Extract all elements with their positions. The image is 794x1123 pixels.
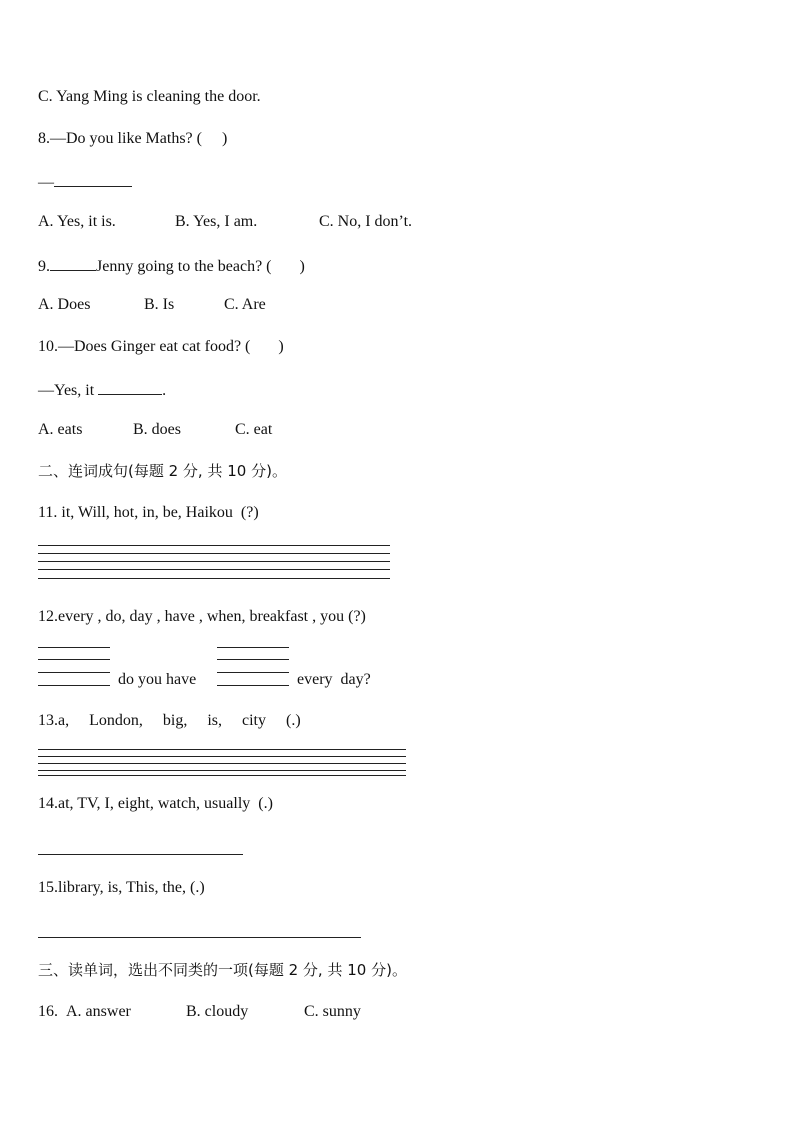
q12-end-text: every day? (297, 671, 371, 688)
q9-number: 9. (38, 258, 50, 275)
q10-answer-end: . (162, 382, 167, 399)
q12-middle-text: do you have (118, 671, 197, 688)
q10-answer-blank (98, 378, 162, 395)
q9-question-line (38, 254, 305, 277)
q9-question: Jenny going to the beach? ( ) (96, 258, 305, 275)
q11-answer-line-5 (38, 578, 390, 579)
q16-option-c: C. sunny (304, 1003, 361, 1020)
q8-answer-prefix: — (38, 174, 54, 191)
q13-answer-line-1 (38, 749, 406, 750)
q13-answer-line-2 (38, 756, 406, 757)
q8-option-b: B. Yes, I am. (175, 213, 258, 230)
section-2-heading: 二、连词成句(每题 2 分, 共 10 分)。 (38, 462, 287, 480)
q10-answer: —Yes, it (38, 382, 95, 399)
q9-option-a: A. Does (38, 296, 91, 313)
q16-option-a: A. answer (66, 1003, 131, 1020)
q12-blank-1-line-2 (38, 659, 110, 660)
q10-option-a: A. eats (38, 421, 83, 438)
q8-option-a: A. Yes, it is. (38, 213, 116, 230)
q8-option-c: C. No, I don’t. (319, 213, 413, 230)
q11-answer-line-4 (38, 569, 390, 570)
q11-words: 11. it, Will, hot, in, be, Haikou (?) (38, 504, 259, 521)
q13-words: 13.a, London, big, is, city (.) (38, 712, 301, 729)
q12-blank-2-line-4 (217, 685, 289, 686)
q11-answer-line-1 (38, 545, 390, 546)
q12-words: 12.every , do, day , have , when, breakfast , you (?) (38, 608, 366, 625)
q9-blank (50, 254, 96, 271)
q13-answer-line-5 (38, 775, 406, 776)
q14-answer-line (38, 854, 243, 855)
q12-blank-2-line-1 (217, 647, 289, 648)
q13-answer-line-4 (38, 770, 406, 771)
q15-words: 15.library, is, This, the, (.) (38, 879, 205, 896)
q10-option-c: C. eat (235, 421, 273, 438)
q12-blank-2-line-3 (217, 672, 289, 673)
q14-words: 14.at, TV, I, eight, watch, usually (.) (38, 795, 273, 812)
q12-blank-1-line-4 (38, 685, 110, 686)
q12-blank-1-line-1 (38, 647, 110, 648)
q15-answer-line (38, 937, 361, 938)
q11-answer-line-3 (38, 561, 390, 562)
q8-answer-blank (54, 170, 132, 187)
q7-option-c: C. Yang Ming is cleaning the door. (38, 88, 261, 105)
q12-blank-1-line-3 (38, 672, 110, 673)
q8-answer-line (38, 170, 132, 193)
q9-option-b: B. Is (144, 296, 175, 313)
q12-blank-2-line-2 (217, 659, 289, 660)
section-3-heading: 三、读单词，选出不同类的一项(每题 2 分, 共 10 分)。 (38, 961, 407, 979)
q11-answer-line-2 (38, 553, 390, 554)
q8-question: 8.—Do you like Maths? ( ) (38, 130, 228, 147)
q16-option-b: B. cloudy (186, 1003, 249, 1020)
q10-question: 10.—Does Ginger eat cat food? ( ) (38, 338, 284, 355)
q16-number: 16. (38, 1003, 58, 1020)
q9-option-c: C. Are (224, 296, 266, 313)
q13-answer-line-3 (38, 763, 406, 764)
q10-option-b: B. does (133, 421, 181, 438)
q10-answer-line (38, 378, 166, 401)
